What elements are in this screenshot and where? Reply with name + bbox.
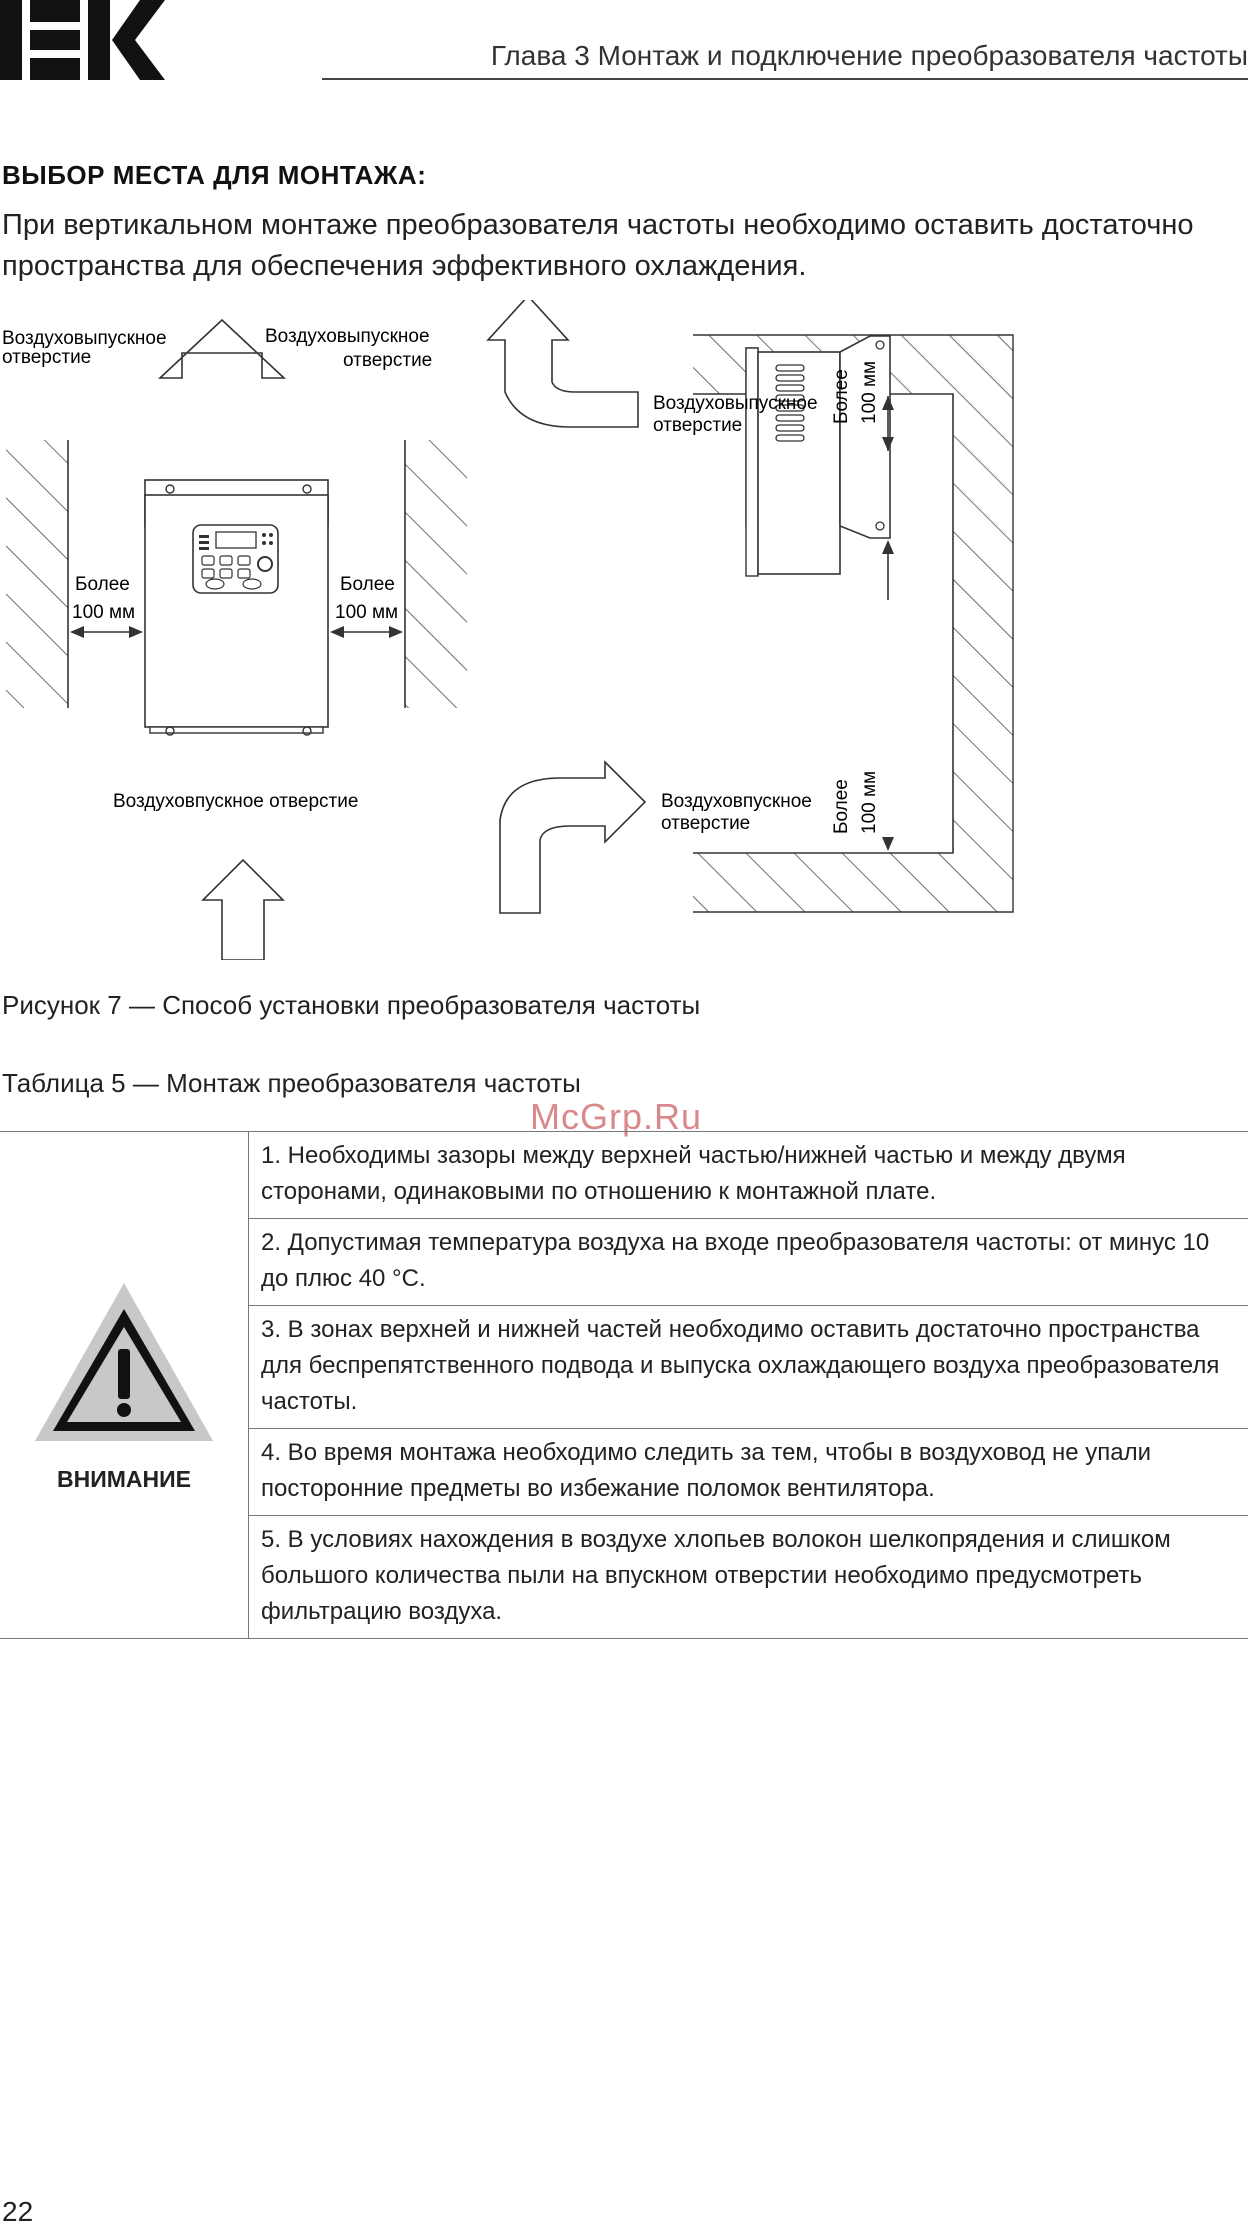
outlet-label-left-b: отверстие [2,347,92,368]
clearance-left-b: 100 мм [72,602,136,623]
warning-triangle-icon [29,1277,219,1457]
side-bottom-clearance-a: Более [831,779,852,834]
side-outlet-label-b: отверстие [653,415,743,436]
side-bottom-clearance-b: 100 мм [859,770,880,834]
table-cell: 4. Во время монтажа необходимо следить за тем, чтобы в воздуховод не упали посторонние предметы во избежание поломок вентилятора. [249,1429,1248,1516]
outlet-label-right-b: отверстие [343,350,433,371]
section-title: ВЫБОР МЕСТА ДЛЯ МОНТАЖА: [2,160,427,190]
warning-label: ВНИМАНИЕ [56,1466,191,1492]
table-cell: 2. Допустимая температура воздуха на входе преобразователя частоты: от минус 10 до плюс 40 °С. [249,1219,1248,1306]
inlet-label-front: Воздуховпускное отверстие [113,791,359,812]
side-top-clearance-a: Более [831,369,852,424]
side-outlet-curved-arrow [488,300,638,427]
watermark: McGrp.Ru [530,1096,703,1137]
side-top-clearance-b: 100 мм [859,360,880,424]
intro-paragraph: При вертикальном монтаже преобразователя частоты необходимо оставить достаточно пространства для обеспечения эффективного охлаждения. [2,209,1194,282]
right-wall [405,440,467,708]
clearance-arrow-right [330,626,403,638]
table-caption: Таблица 5 — Монтаж преобразователя частоты [2,1068,581,1098]
warning-cell [0,1132,249,1639]
inlet-arrow-up [203,860,283,960]
table-cell: 3. В зонах верхней и нижней частей необходимо оставить достаточно пространства для беспрепятственного подвода и выпуска охлаждающего воздуха преобразователя частоты. [249,1306,1248,1429]
installation-figure [0,300,1248,960]
header-divider [322,78,1248,80]
side-inlet-label-a: Воздуховпускное [661,791,812,812]
iek-logo [0,0,165,80]
clearance-arrow-left [70,626,143,638]
frequency-converter-front [145,480,328,735]
outlet-label-left-a: Воздуховыпускное [2,328,167,349]
side-outlet-label-a: Воздуховыпускное [653,393,818,414]
side-inlet-curved-arrow [500,762,645,913]
side-gap-bottom [882,540,894,851]
chapter-title: Глава 3 Монтаж и подключение преобразователя частоты [490,40,1248,71]
side-inlet-label-b: отверстие [661,813,751,834]
table-cell: 5. В условиях нахождения в воздухе хлопьев волокон шелкопрядения и слишком большого количества пыли на впускном отверстии необходимо предусмотреть фильтрацию воздуха. [249,1516,1248,1639]
clearance-left-a: Более [75,574,130,595]
page-number: 22 [2,2196,34,2227]
clearance-right-b: 100 мм [335,602,399,623]
clearance-right-a: Более [340,574,395,595]
figure-caption: Рисунок 7 — Способ установки преобразователя частоты [2,990,701,1020]
table-cell: 1. Необходимы зазоры между верхней частью/нижней частью и между двумя сторонами, одинаковыми по отношению к монтажной плате. [249,1132,1248,1219]
mounting-table [0,1131,1248,1639]
left-wall [6,440,68,708]
outlet-label-right-a: Воздуховыпускное [265,326,430,347]
table-row [0,1132,1248,1219]
